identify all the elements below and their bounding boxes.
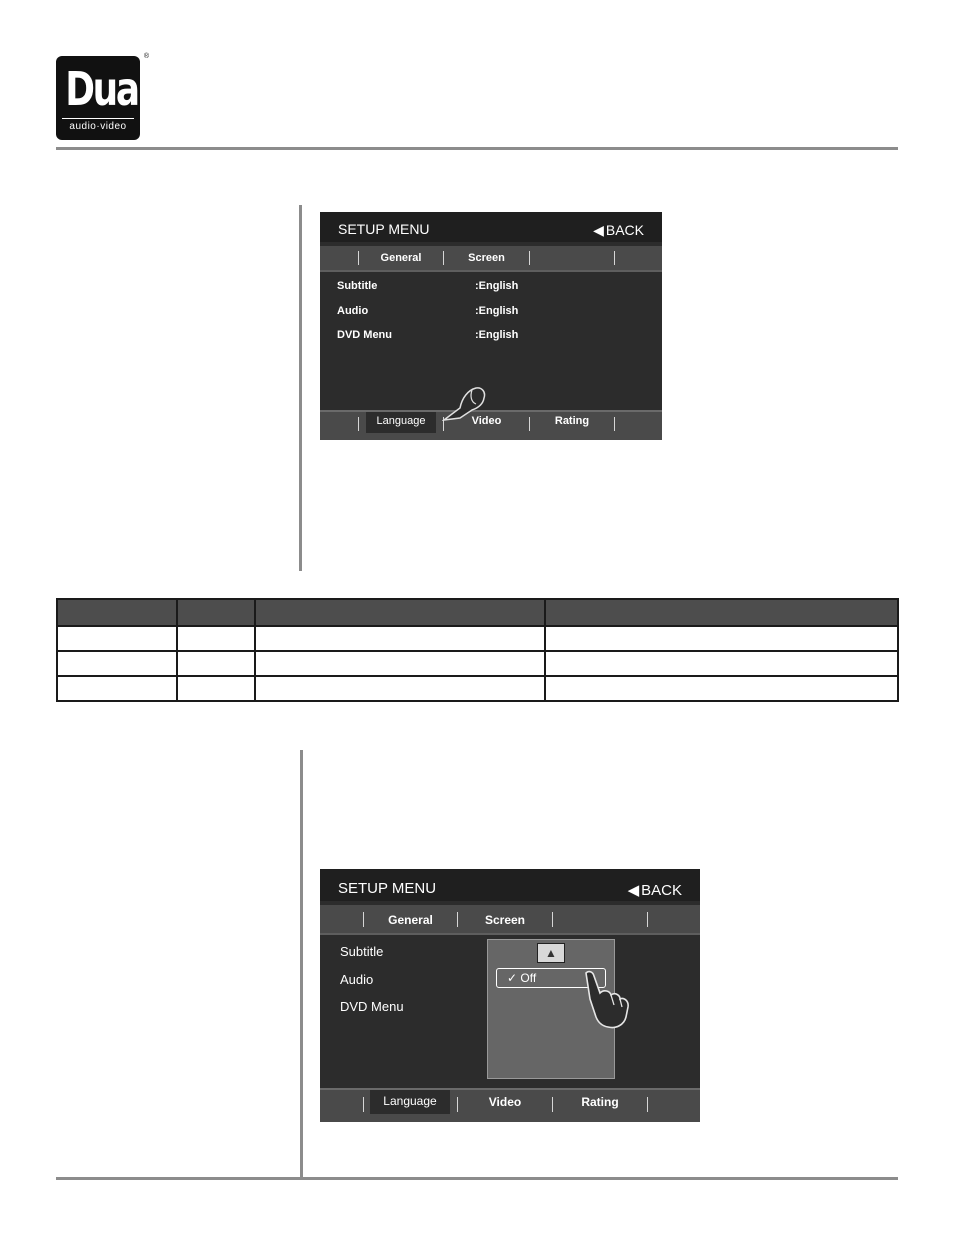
upper-tab-bar xyxy=(320,246,662,272)
tab-general[interactable]: General xyxy=(388,913,433,927)
table-cell xyxy=(255,651,545,676)
tab-separator xyxy=(552,912,553,927)
table-header-cell xyxy=(177,599,255,626)
tab-video[interactable]: Video xyxy=(471,415,502,427)
up-arrow-icon: ▲ xyxy=(545,946,557,960)
check-icon: ✓ xyxy=(507,971,518,985)
tab-video[interactable]: Video xyxy=(488,1095,522,1109)
table-cell xyxy=(255,626,545,651)
table-cell xyxy=(255,676,545,701)
tab-separator xyxy=(529,251,530,265)
table-cell xyxy=(545,676,898,701)
table-row xyxy=(57,651,898,676)
setup-menu-title: SETUP MENU xyxy=(338,221,430,237)
tab-separator xyxy=(363,1097,364,1112)
table-cell xyxy=(57,651,177,676)
dvd-menu-label[interactable]: DVD Menu xyxy=(340,999,404,1014)
back-label: BACK xyxy=(605,222,644,238)
section-divider-1 xyxy=(299,205,302,571)
title-bar xyxy=(320,869,700,901)
table-cell xyxy=(545,626,898,651)
registered-mark: ® xyxy=(143,53,149,60)
tab-rating[interactable]: Rating xyxy=(581,1095,619,1109)
subtitle-value: :English xyxy=(475,280,519,292)
pointing-hand-icon xyxy=(580,969,632,1031)
tab-separator xyxy=(614,251,615,265)
scroll-up-button[interactable] xyxy=(537,943,565,963)
setup-menu-title: SETUP MENU xyxy=(338,880,437,897)
dvd-menu-label[interactable]: DVD Menu xyxy=(337,329,392,341)
footer-rule xyxy=(56,1177,898,1180)
table-header-cell xyxy=(57,599,177,626)
tab-separator xyxy=(647,912,648,927)
dual-logo xyxy=(56,53,149,140)
table-row xyxy=(57,676,898,701)
tab-general[interactable]: General xyxy=(380,252,422,264)
back-arrow-icon: ◀ xyxy=(627,882,640,899)
table-cell xyxy=(177,651,255,676)
table-cell xyxy=(177,676,255,701)
table-header-row xyxy=(57,599,898,626)
tab-screen[interactable]: Screen xyxy=(484,913,526,927)
pointing-hand-icon xyxy=(442,384,488,424)
tab-screen[interactable]: Screen xyxy=(468,252,505,264)
tab-rating[interactable]: Rating xyxy=(554,415,590,427)
header-rule xyxy=(56,147,898,150)
table-header-cell xyxy=(545,599,898,626)
logo-tagline: audio·video xyxy=(62,118,134,133)
audio-value: :English xyxy=(475,305,519,317)
setup-menu-screen-1 xyxy=(320,212,662,440)
back-arrow-icon: ◀ xyxy=(593,222,604,238)
back-button[interactable] xyxy=(628,881,682,899)
table-row xyxy=(57,626,898,651)
table-header-cell xyxy=(255,599,545,626)
tab-separator xyxy=(358,417,359,431)
table-cell xyxy=(545,651,898,676)
dvd-menu-value: :English xyxy=(475,329,519,341)
tab-separator xyxy=(614,417,615,431)
table-cell xyxy=(57,676,177,701)
option-label: Off xyxy=(520,971,537,985)
subtitle-label[interactable]: Subtitle xyxy=(340,944,384,959)
logo-wordmark: Dual xyxy=(65,62,148,116)
setup-menu-screen-2 xyxy=(320,869,700,1122)
tab-separator xyxy=(647,1097,648,1112)
upper-tab-bar xyxy=(320,905,700,935)
settings-table xyxy=(56,598,899,702)
subtitle-label[interactable]: Subtitle xyxy=(337,280,378,292)
tab-language[interactable]: Language xyxy=(370,1090,450,1114)
tab-language[interactable]: Language xyxy=(366,412,436,433)
section-divider-2 xyxy=(300,750,303,1180)
audio-label[interactable]: Audio xyxy=(337,305,369,317)
table-cell xyxy=(57,626,177,651)
back-label: BACK xyxy=(641,882,682,899)
title-bar xyxy=(320,212,662,242)
table-cell xyxy=(177,626,255,651)
lower-tab-bar xyxy=(320,1088,700,1122)
lower-tab-bar xyxy=(320,410,662,440)
audio-label[interactable]: Audio xyxy=(340,972,374,987)
back-button[interactable] xyxy=(593,222,644,239)
